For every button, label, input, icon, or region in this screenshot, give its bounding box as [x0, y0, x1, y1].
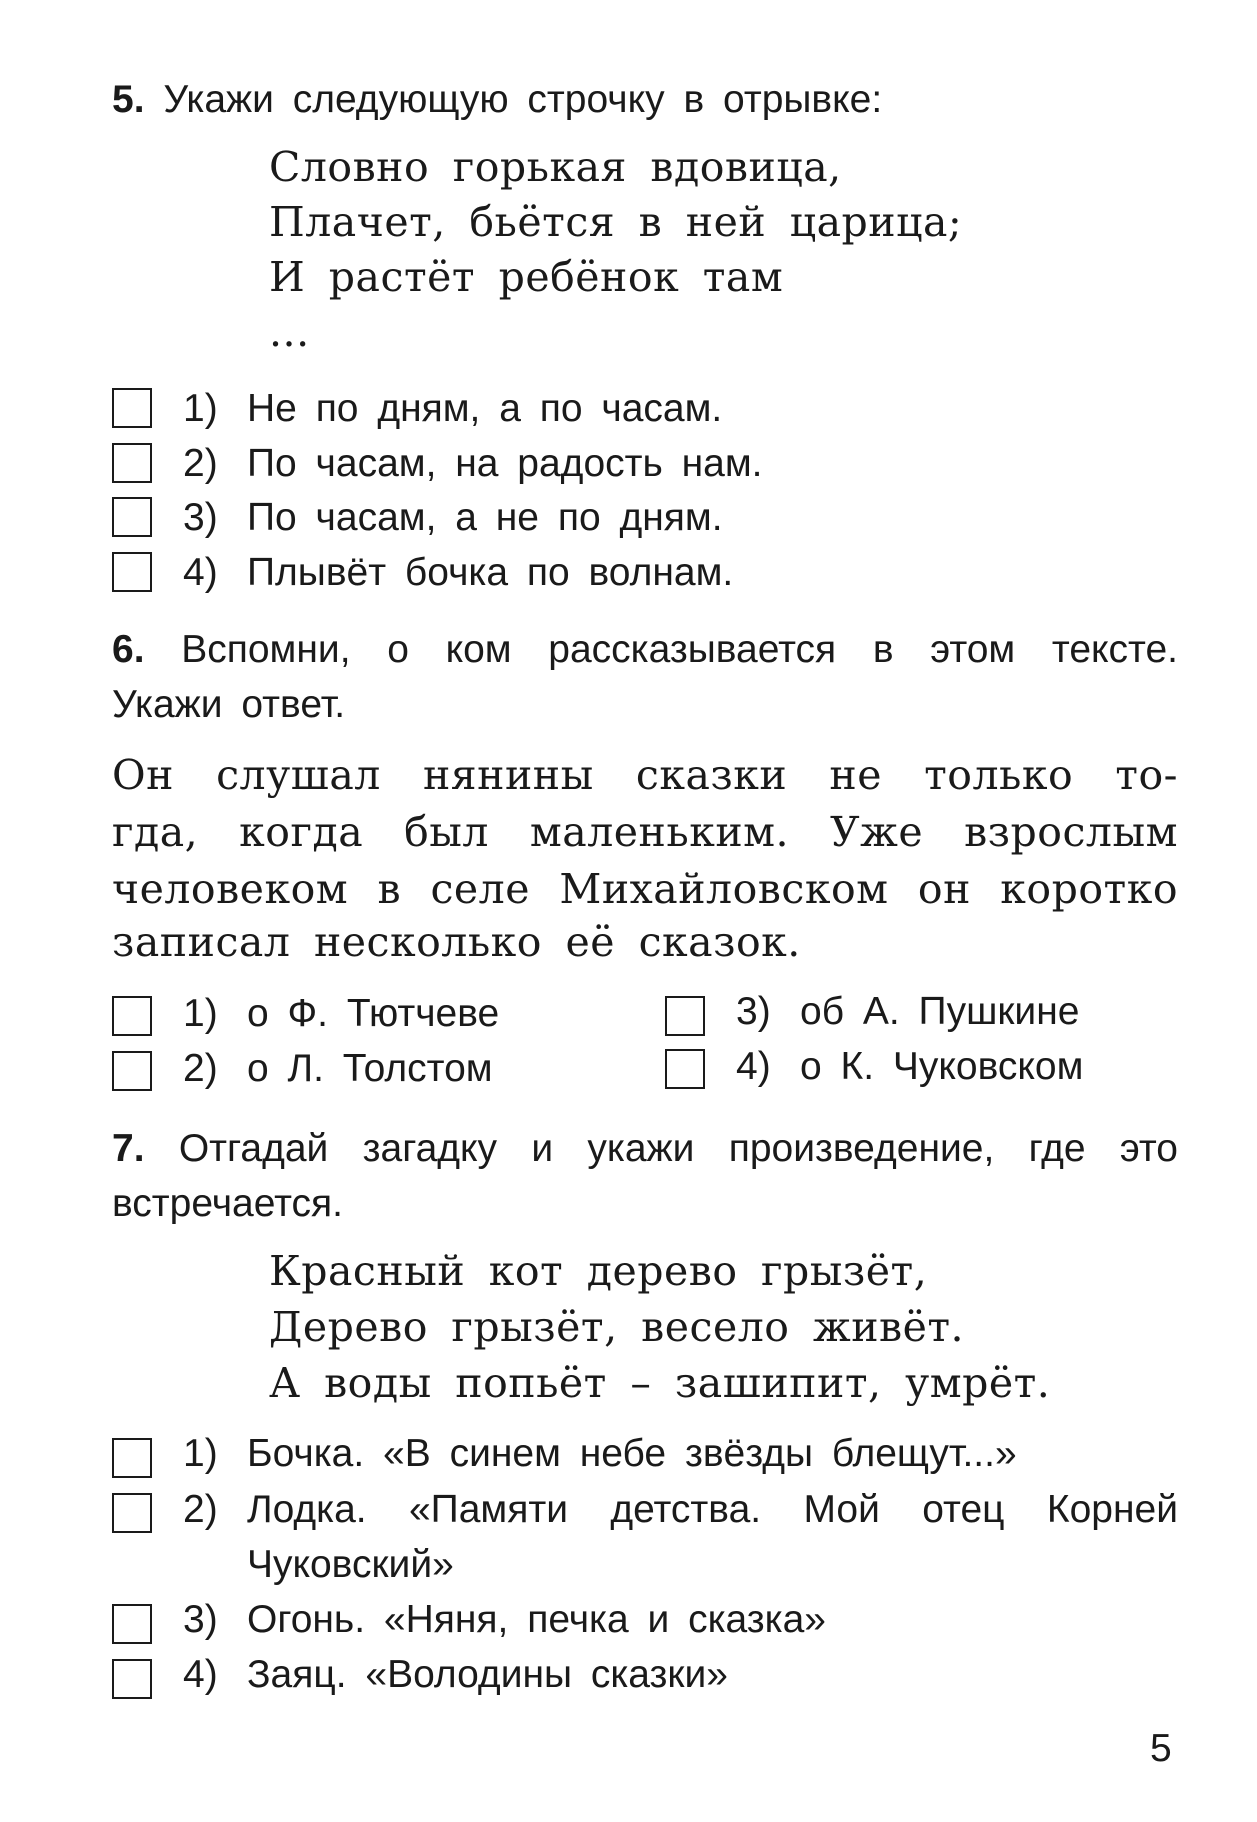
question-prompt: Вспомни, о ком рассказывается в этом тексте. [181, 628, 1179, 671]
question-5-heading [112, 78, 882, 122]
question-7-heading [112, 1127, 1178, 1171]
option-text: Заяц. «Володины сказки» [247, 1653, 728, 1696]
question-6-heading [112, 628, 1178, 672]
q5-option-1-checkbox[interactable] [112, 388, 152, 428]
q7-option-3-checkbox[interactable] [112, 1604, 152, 1644]
option-number: 3) [736, 990, 771, 1033]
question-number: 5. [112, 78, 145, 121]
option-number: 2) [183, 442, 218, 485]
question-prompt-continued: Укажи ответ. [112, 683, 346, 726]
question-number: 6. [112, 628, 145, 671]
riddle-line: Дерево грызёт, весело живёт. [269, 1303, 965, 1351]
passage-line: гда, когда был маленьким. Уже взрослым [112, 808, 1178, 856]
passage-line: записал несколько её сказок. [112, 918, 801, 966]
passage-line: Он слушал нянины сказки не только то- [112, 751, 1178, 799]
verse-line: Плачет, бьётся в ней царица; [269, 198, 963, 246]
option-number: 3) [183, 496, 218, 539]
verse-ellipsis: ... [269, 308, 310, 356]
q6-option-4-checkbox[interactable] [665, 1049, 705, 1089]
question-prompt: Отгадай загадку и укажи произведение, где это [178, 1127, 1178, 1170]
option-number: 2) [183, 1488, 218, 1531]
option-number: 1) [183, 1432, 218, 1475]
q5-option-4-checkbox[interactable] [112, 552, 152, 592]
option-number: 4) [183, 551, 218, 594]
option-number: 4) [183, 1653, 218, 1696]
q7-option-2-checkbox[interactable] [112, 1493, 152, 1533]
question-prompt-continued: встречается. [112, 1182, 344, 1225]
option-text: о Ф. Тютчеве [247, 992, 500, 1035]
option-number: 2) [183, 1047, 218, 1090]
option-text: По часам, на радость нам. [247, 442, 763, 485]
option-text-continued: Чуковский» [247, 1543, 454, 1586]
page-number: 5 [1150, 1727, 1172, 1770]
option-text: об А. Пушкине [800, 990, 1080, 1033]
option-text: Не по дням, а по часам. [247, 387, 723, 430]
question-prompt: Укажи следующую строчку в отрывке: [163, 78, 883, 121]
option-text: Плывёт бочка по волнам. [247, 551, 734, 594]
option-number: 1) [183, 992, 218, 1035]
question-number: 7. [112, 1127, 145, 1170]
option-text: По часам, а не по дням. [247, 496, 723, 539]
option-text: Огонь. «Няня, печка и сказка» [247, 1598, 826, 1641]
q6-option-2-checkbox[interactable] [112, 1051, 152, 1091]
option-text: о К. Чуковском [800, 1045, 1084, 1088]
option-text: о Л. Толстом [247, 1047, 493, 1090]
riddle-line: Красный кот дерево грызёт, [269, 1247, 928, 1295]
option-number: 3) [183, 1598, 218, 1641]
q6-option-1-checkbox[interactable] [112, 996, 152, 1036]
verse-line: Словно горькая вдовица, [269, 143, 842, 191]
q7-option-4-checkbox[interactable] [112, 1659, 152, 1699]
passage-line: человеком в селе Михайловском он коротко [112, 865, 1178, 913]
q5-option-3-checkbox[interactable] [112, 497, 152, 537]
verse-line: И растёт ребёнок там [269, 253, 784, 301]
q5-option-2-checkbox[interactable] [112, 443, 152, 483]
option-number: 4) [736, 1045, 771, 1088]
q7-option-1-checkbox[interactable] [112, 1438, 152, 1478]
riddle-line: А воды попьёт – зашипит, умрёт. [269, 1359, 1051, 1407]
option-text: Лодка. «Памяти детства. Мой отец Корней [247, 1488, 1178, 1531]
option-text: Бочка. «В синем небе звёзды блещут...» [247, 1432, 1017, 1475]
q6-option-3-checkbox[interactable] [665, 996, 705, 1036]
option-number: 1) [183, 387, 218, 430]
